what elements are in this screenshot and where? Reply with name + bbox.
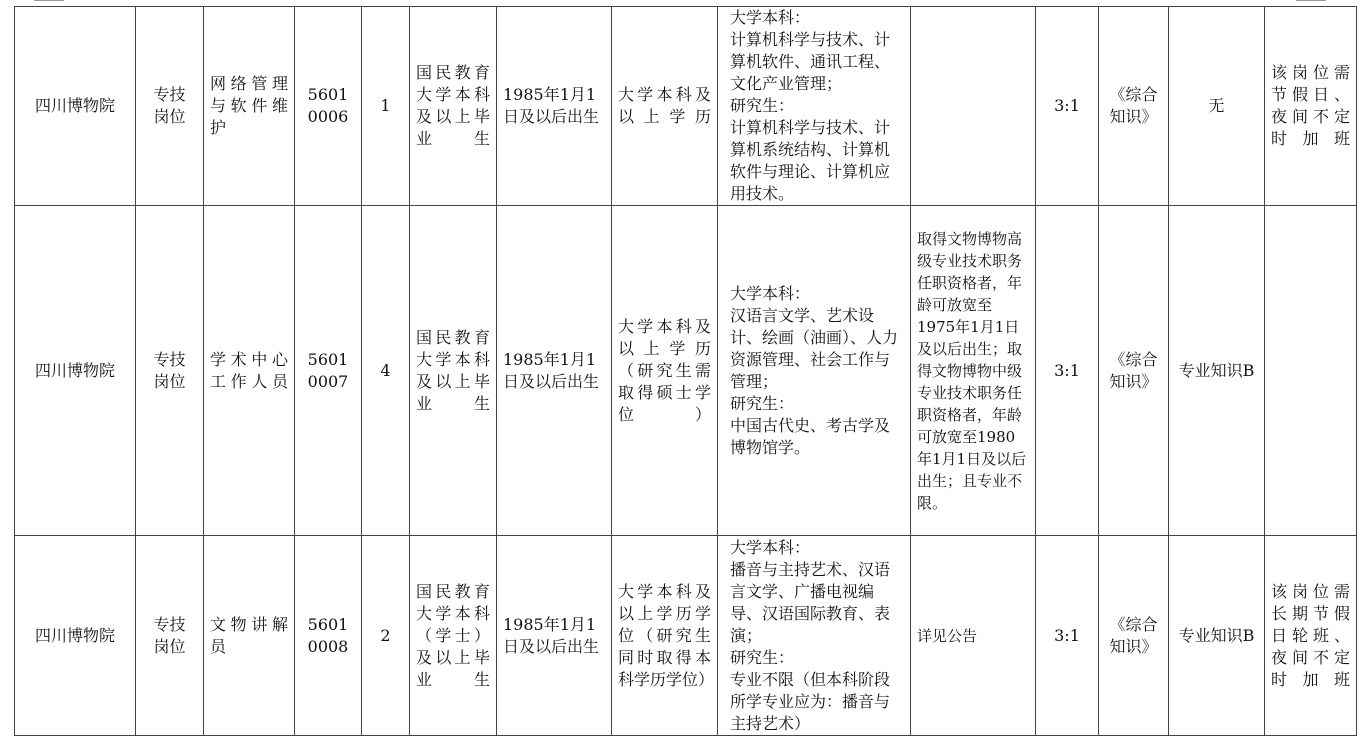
professional-cell: 专业知识B xyxy=(1169,206,1265,536)
age-cell: 1985年1月1日及以后出生 xyxy=(497,536,612,736)
major-cell: 大学本科： 汉语言文学、艺术设计、绘画（油画）、人力资源管理、社会工作与管理； 研究生： 中国古代史、考古学及博物馆学。 xyxy=(718,206,911,536)
age-cell: 1985年1月1日及以后出生 xyxy=(497,206,612,536)
code-cell: 5601 0008 xyxy=(295,536,362,736)
other-cell: 取得文物博物高级专业技术职务任职资格者，年龄可放宽至1975年1月1日及以后出生；取得文物博物中级专业技术职务任职资格者，年龄可放宽至1980年1月1日及以后出生；且专业不限。 xyxy=(911,206,1036,536)
code-cell: 5601 0006 xyxy=(295,7,362,206)
position-cell: 网络管理与软件维护 xyxy=(204,7,295,206)
unit-cell: 四川博物院 xyxy=(15,206,136,536)
table-row xyxy=(15,7,1357,206)
professional-cell: 无 xyxy=(1169,7,1265,206)
ratio-cell: 3:1 xyxy=(1036,7,1099,206)
note-cell: 该岗位需长期节假日轮班、夜间不定时加班 xyxy=(1265,536,1357,736)
professional-cell: 专业知识B xyxy=(1169,536,1265,736)
education-type-cell: 国民教育大学本科（学士）及以上毕业生 xyxy=(410,536,497,736)
top-rule xyxy=(34,0,64,1)
major-cell: 大学本科： 计算机科学与技术、计算机软件、通讯工程、文化产业管理； 研究生： 计算机科学与技术、计算机系统结构、计算机软件与理论、计算机应用技术。 xyxy=(718,7,911,206)
count-cell: 2 xyxy=(362,536,410,736)
recruitment-table xyxy=(14,6,1357,736)
note-cell: 该岗位需节假日、夜间不定时加班 xyxy=(1265,7,1357,206)
position-cell: 学术中心工作人员 xyxy=(204,206,295,536)
table-row xyxy=(15,206,1357,536)
unit-cell: 四川博物院 xyxy=(15,7,136,206)
exam-cell: 《综合知识》 xyxy=(1099,7,1169,206)
exam-cell: 《综合知识》 xyxy=(1099,206,1169,536)
category-cell: 专技 岗位 xyxy=(136,536,204,736)
ratio-cell: 3:1 xyxy=(1036,206,1099,536)
position-cell: 文物讲解员 xyxy=(204,536,295,736)
exam-cell: 《综合知识》 xyxy=(1099,536,1169,736)
top-rule-right xyxy=(1296,0,1326,1)
major-cell: 大学本科： 播音与主持艺术、汉语言文学、广播电视编导、汉语国际教育、表演； 研究生： 专业不限（但本科阶段所学专业应为：播音与主持艺术） xyxy=(718,536,911,736)
category-cell: 专技 岗位 xyxy=(136,7,204,206)
ratio-cell: 3:1 xyxy=(1036,536,1099,736)
degree-cell: 大学本科及以上学历 xyxy=(612,7,718,206)
count-cell: 1 xyxy=(362,7,410,206)
note-cell xyxy=(1265,206,1357,536)
code-cell: 5601 0007 xyxy=(295,206,362,536)
count-cell: 4 xyxy=(362,206,410,536)
other-cell xyxy=(911,7,1036,206)
age-cell: 1985年1月1日及以后出生 xyxy=(497,7,612,206)
degree-cell: 大学本科及以上学历学位（研究生同时取得本科学历学位） xyxy=(612,536,718,736)
unit-cell: 四川博物院 xyxy=(15,536,136,736)
category-cell: 专技 岗位 xyxy=(136,206,204,536)
table-row xyxy=(15,536,1357,736)
education-type-cell: 国民教育大学本科及以上毕业生 xyxy=(410,206,497,536)
education-type-cell: 国民教育大学本科及以上毕业生 xyxy=(410,7,497,206)
other-cell: 详见公告 xyxy=(911,536,1036,736)
degree-cell: 大学本科及以上学历（研究生需取得硕士学位） xyxy=(612,206,718,536)
